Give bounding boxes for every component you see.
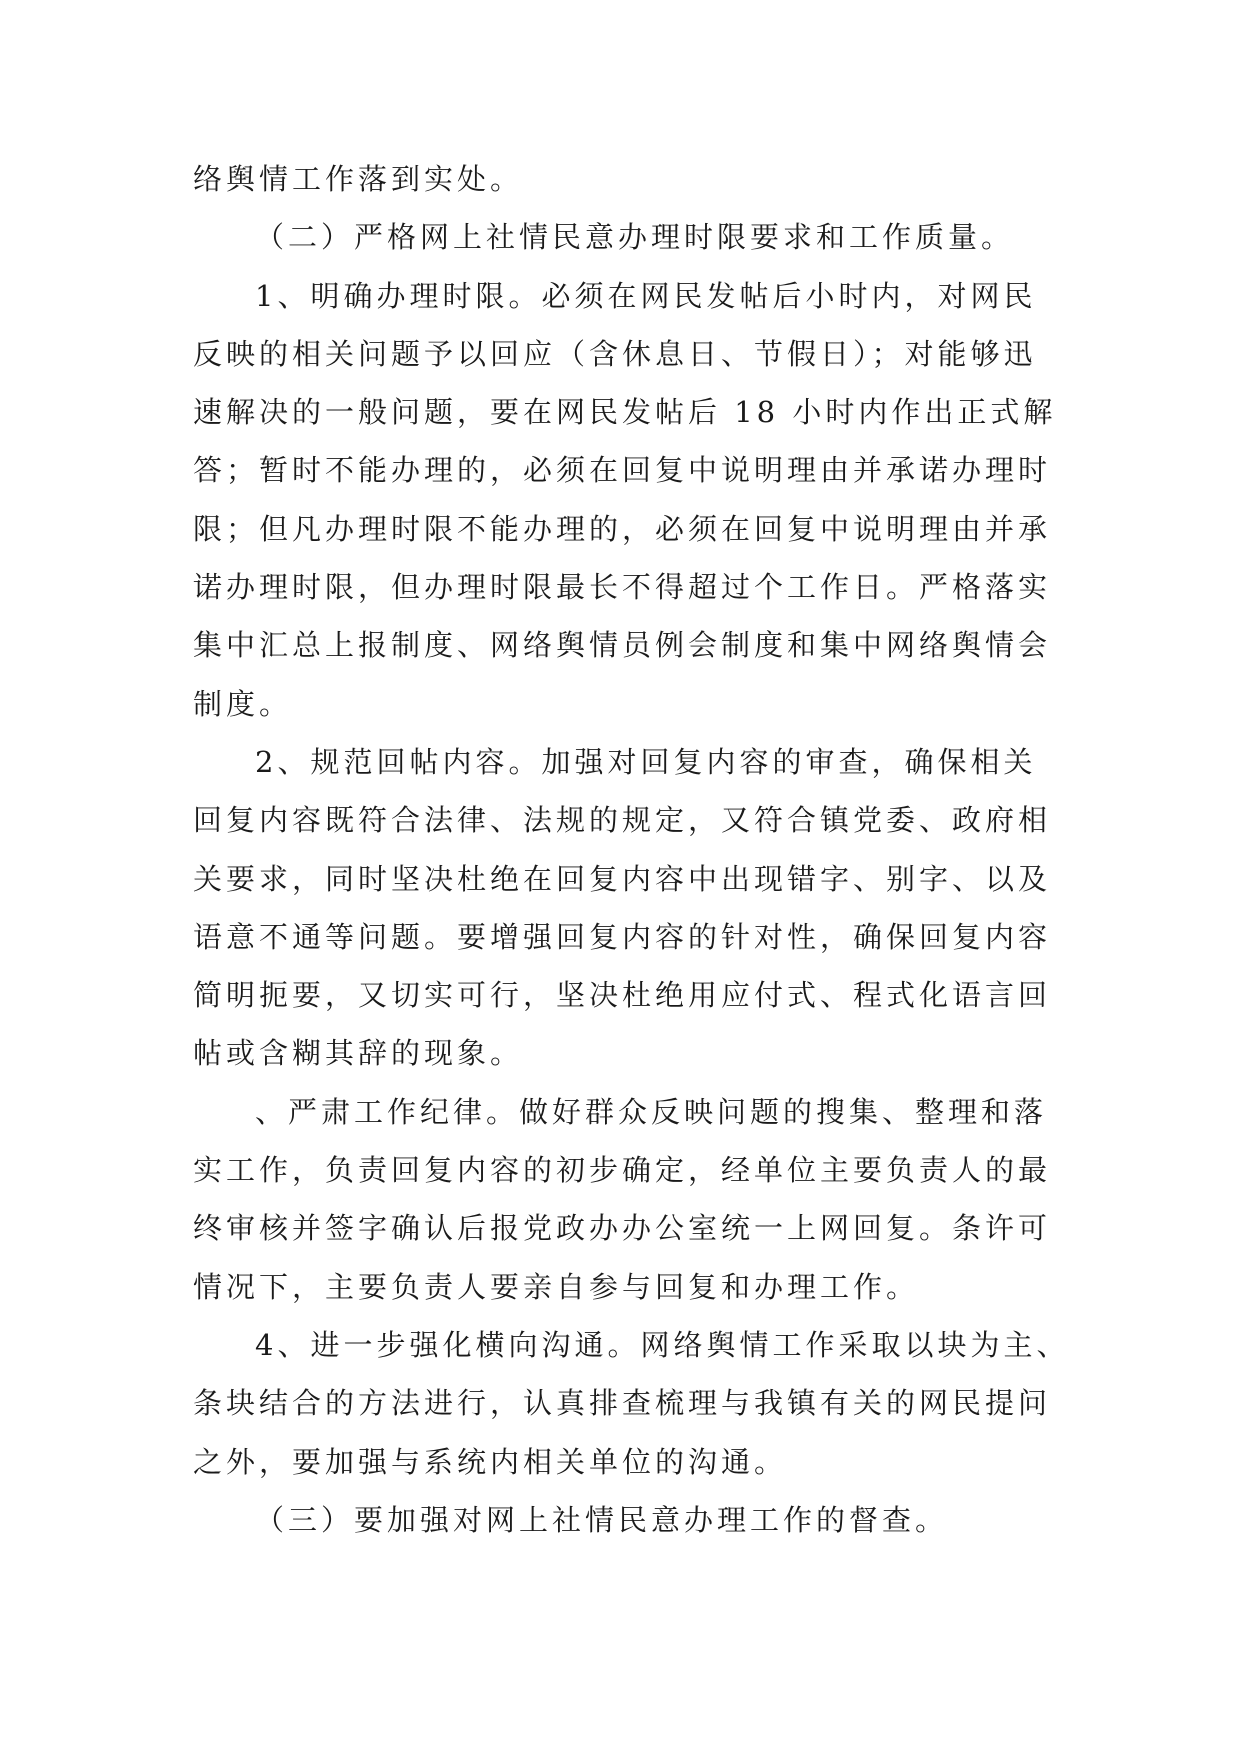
text-line: 诺办理时限，但办理时限最长不得超过个工作日。严格落实 bbox=[193, 570, 1052, 605]
text-line: 络舆情工作落到实处。 bbox=[193, 162, 524, 196]
text-line: 答；暂时不能办理的，必须在回复中说明理由并承诺办理时 bbox=[193, 453, 1052, 488]
text-line: 关要求，同时坚决杜绝在回复内容中出现错字、别字、以及 bbox=[193, 861, 1052, 896]
text-line: 2、规范回帖内容。加强对回复内容的审查，确保相关 bbox=[255, 744, 1037, 779]
text-line: 1、明确办理时限。必须在网民发帖后小时内，对网民 bbox=[255, 278, 1037, 313]
text-line: 速解决的一般问题，要在网民发帖后 18 小时内作出正式解 bbox=[193, 395, 1057, 430]
text-line: 语意不通等问题。要增强回复内容的针对性，确保回复内容 bbox=[193, 919, 1052, 954]
text-line: 条块结合的方法进行，认真排查梳理与我镇有关的网民提问 bbox=[193, 1386, 1052, 1421]
text-line: 回复内容既符合法律、法规的规定，又符合镇党委、政府相 bbox=[193, 803, 1052, 838]
text-line: 反映的相关问题予以回应（含休息日、节假日）；对能够迅 bbox=[193, 336, 1037, 371]
text-line: 简明扼要，又切实可行，坚决杜绝用应付式、程式化语言回 bbox=[193, 978, 1052, 1013]
text-line: 之外，要加强与系统内相关单位的沟通。 bbox=[193, 1444, 788, 1479]
text-line: 制度。 bbox=[193, 686, 293, 721]
text-line: （二）严格网上社情民意办理时限要求和工作质量。 bbox=[255, 220, 1015, 255]
text-line: 实工作，负责回复内容的初步确定，经单位主要负责人的最 bbox=[193, 1153, 1052, 1188]
document-body bbox=[193, 150, 1070, 1549]
text-line: 限；但凡办理时限不能办理的，必须在回复中说明理由并承 bbox=[193, 511, 1052, 546]
text-line: 4、进一步强化横向沟通。网络舆情工作采取以块为主、 bbox=[255, 1327, 1070, 1362]
text-line: 情况下，主要负责人要亲自参与回复和办理工作。 bbox=[193, 1269, 920, 1304]
text-line: 终审核并签字确认后报党政办办公室统一上网回复。条许可 bbox=[193, 1211, 1052, 1246]
text-line: 、严肃工作纪律。做好群众反映问题的搜集、整理和落 bbox=[255, 1094, 1048, 1129]
text-line: （三）要加强对网上社情民意办理工作的督查。 bbox=[255, 1502, 949, 1537]
text-line: 帖或含糊其辞的现象。 bbox=[193, 1036, 524, 1071]
text-line: 集中汇总上报制度、网络舆情员例会制度和集中网络舆情会 bbox=[193, 628, 1052, 663]
